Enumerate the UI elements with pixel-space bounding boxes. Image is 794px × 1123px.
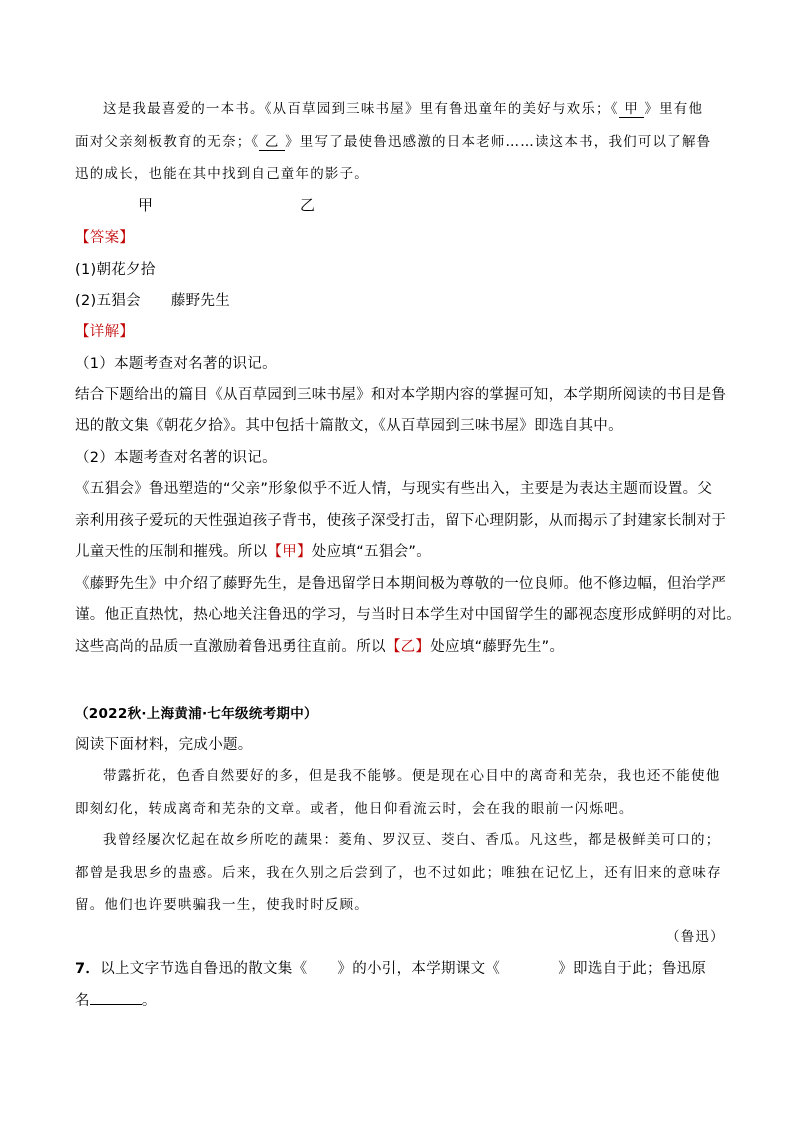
passage2-line1: 带露折花，色香自然要好的多，但是我不能够。便是现在心目中的离奇和芜杂，我也还不能使他 — [103, 768, 721, 784]
answer-heading: 【答案】 — [75, 230, 135, 246]
detail-line3: 迅的散文集《朝花夕拾》。其中包括十篇散文，《从百草园到三味书屋》即选自其中。 — [75, 418, 623, 434]
detail-line8: 《藤野先生》中介绍了藤野先生，是鲁迅留学日本期间极为尊敬的一位良师。他不修边幅，但治学严 — [75, 576, 727, 592]
passage1-line2: 面对父亲刻板教育的无奈；《 乙 》里写了最使鲁迅感激的日本老师……读这本书，我们可以了解鲁 — [75, 134, 712, 150]
detail-line10: 这些高尚的品质一直激励着鲁迅勇往直前。所以【乙】处应填“藤野先生”。 — [75, 639, 565, 655]
detail-line7: 儿童天性的压制和摧残。所以【甲】处应填“五猖会”。 — [75, 544, 432, 560]
question-number: 7． — [75, 961, 101, 977]
answer-2: (2)五猖会 藤野先生 — [75, 293, 231, 309]
detail-line1: （1）本题考查对名著的识记。 — [75, 356, 277, 372]
passage2-line3: 我曾经屡次忆起在故乡所吃的蔬果：菱角、罗汉豆、茭白、香瓜。凡这些，都是极鲜美可口的； — [103, 832, 721, 848]
question-7-line2: 名 。 — [75, 993, 157, 1009]
passage1-line3: 迅的成长，也能在其中找到自己童年的影子。 — [75, 166, 369, 182]
marker-jia: 【甲】 — [267, 544, 312, 560]
detail-line5: 《五猖会》鲁迅塑造的“父亲”形象似乎不近人情，与现实有些出入，主要是为表达主题而设置。父 — [75, 481, 713, 497]
blank-original-name[interactable] — [90, 1003, 142, 1005]
detail-line4: （2）本题考查对名著的识记。 — [75, 450, 277, 466]
marker-yi: 【乙】 — [385, 639, 431, 655]
passage2-line5: 留。他们也许要哄骗我一生，使我时时反顾。 — [75, 897, 369, 913]
question-7-line1: 7．以上文字节选自鲁迅的散文集《 》的小引，本学期课文《 》即选自于此；鲁迅原 — [75, 961, 707, 977]
passage1-line1: 这是我最喜爱的一本书。《从百草园到三味书屋》里有鲁迅童年的美好与欢乐；《 甲 》里有他 — [103, 101, 704, 117]
passage2-author: （鲁迅） — [666, 929, 725, 945]
detail-line2: 结合下题给出的篇目《从百草园到三味书屋》和对本学期内容的掌握可知，本学期所阅读的书目是鲁 — [75, 387, 727, 403]
detail-line6: 亲利用孩子爱玩的天性强迫孩子背书，使孩子深受打击，留下心理阴影，从而揭示了封建家长制对于 — [75, 513, 727, 529]
label-yi: 乙 — [300, 196, 316, 214]
question-source: （2022秋·上海黄浦·七年级统考期中） — [75, 706, 318, 722]
passage2-line4: 都曾是我思乡的蛊惑。后来，我在久别之后尝到了，也不过如此；唯独在记忆上，还有旧来的意味存 — [75, 865, 722, 881]
blank-yi: 乙 — [259, 136, 285, 151]
passage2-line2: 即刻幻化，转成离奇和芜杂的文章。或者，他日仰看流云时，会在我的眼前一闪烁吧。 — [75, 801, 634, 817]
label-jia: 甲 — [138, 196, 154, 214]
blank-jia: 甲 — [619, 103, 645, 118]
instruction: 阅读下面材料，完成小题。 — [75, 737, 253, 753]
answer-1: (1)朝花夕拾 — [75, 262, 156, 278]
detail-heading: 【详解】 — [75, 324, 135, 340]
detail-line9: 谨。他正直热忱，热心地关注鲁迅的学习，与当时日本学生对中国留学生的鄙视态度形成鲜明的对比。 — [75, 607, 741, 623]
